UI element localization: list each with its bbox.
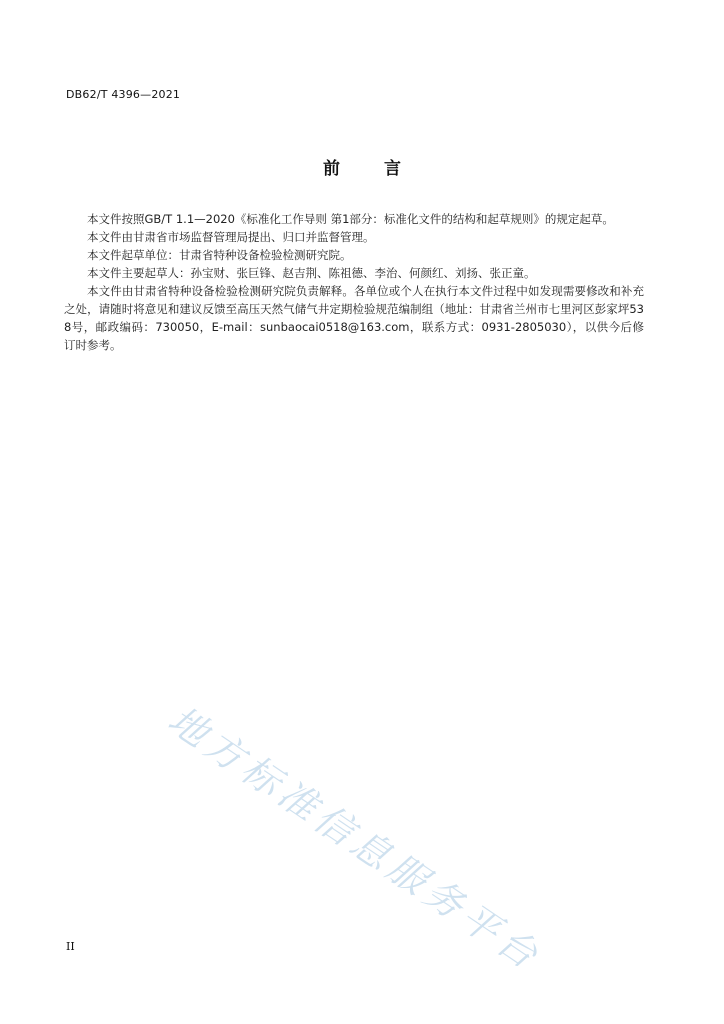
paragraph-proposer: 本文件由甘肃省市场监督管理局提出、归口并监督管理。 (87, 230, 375, 244)
document-code: DB62/T 4396—2021 (66, 88, 181, 101)
preface-body (64, 210, 644, 354)
watermark: 地方标准信息服务平台 (160, 697, 550, 980)
paragraph-drafting-rules: 本文件按照GB/T 1.1—2020《标准化工作导则 第1部分：标准化文件的结构和起草规则》的规定起草。 (87, 212, 614, 226)
paragraph-interpretation: 本文件由甘肃省特种设备检验检测研究院负责解释。各单位或个人在执行本文件过程中如发现需要修改和补充之处，请随时将意见和建议反馈至高压天然气储气井定期检验规范编制组（地址：甘肃省兰州市七里河区彭家坪538号，邮政编码：730050，E-mail：sunbaocai0518@163.com，联系方式：0931-2805030），以供今后修订时参考。 (64, 284, 644, 352)
page-title: 前言 (323, 159, 445, 179)
paragraph-drafters: 本文件主要起草人：孙宝财、张巨锋、赵吉荆、陈祖德、李治、何颜红、刘扬、张正童。 (87, 266, 536, 280)
paragraph-drafting-unit: 本文件起草单位：甘肃省特种设备检验检测研究院。 (87, 248, 352, 262)
page-number: II (66, 940, 75, 953)
